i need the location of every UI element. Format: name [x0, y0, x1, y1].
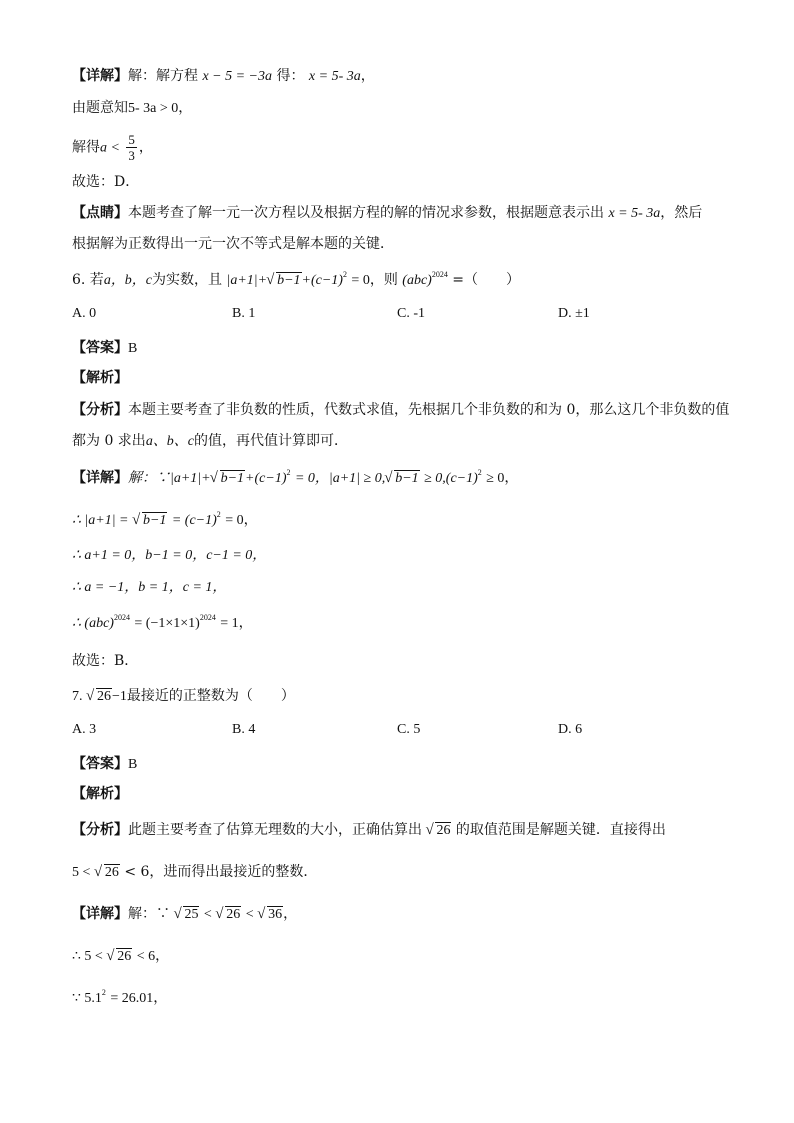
answer-choice-line: 故选：D． [72, 174, 140, 190]
option-b: B. 4 [232, 722, 256, 737]
answer-value: B [128, 341, 138, 356]
fenxi-line-2 [72, 431, 732, 452]
exponent: 2 [101, 988, 106, 997]
math: = 0，则 [351, 273, 398, 288]
math: ∴ (abc) [72, 616, 114, 631]
radicand: 36 [268, 907, 283, 922]
sqrt [133, 511, 167, 531]
detail-7-line-3 [72, 988, 732, 1009]
radicand: b−1 [277, 273, 301, 288]
analysis-tag: 【解析】 [72, 786, 128, 802]
text: 解：∵ [128, 906, 170, 922]
text: ，然后 [660, 205, 703, 221]
sqrt [267, 271, 301, 291]
option-c: C. -1 [397, 306, 425, 321]
answer-line [72, 754, 732, 775]
detail-6-line-4: ∴ a = −1，b = 1，c = 1， [72, 580, 227, 595]
sqrt [385, 469, 419, 489]
answer-value: B [128, 757, 138, 772]
radicand: 26 [117, 949, 132, 964]
exponent: 2024 [113, 613, 130, 622]
radicand: b−1 [220, 471, 245, 486]
fraction [126, 132, 137, 163]
radicand: 26 [104, 865, 119, 880]
sqrt [211, 469, 245, 489]
question-6 [72, 270, 732, 291]
question-7 [72, 686, 732, 707]
math: −1 [111, 689, 127, 704]
radicand: 26 [226, 907, 241, 922]
exponent: 2024 [431, 270, 448, 279]
solution: x = 5- 3a [308, 69, 361, 84]
math: < [245, 907, 254, 922]
math: = 1， [220, 616, 253, 631]
math: < [203, 907, 212, 922]
exponent: 2 [216, 510, 221, 519]
text: 都为 0 求出 [72, 433, 146, 449]
text: 为实数，且 [152, 272, 223, 288]
text: ， [138, 139, 153, 156]
math: +(c−1) [301, 273, 343, 288]
fenxi-tag: 【分析】 [72, 822, 128, 838]
text: 解：解方程 [128, 68, 198, 84]
exponent: 2024 [199, 613, 216, 622]
math: = (−1×1×1) [134, 616, 200, 631]
analysis-tag: 【解析】 [72, 370, 128, 386]
inequality: 5- 3a > 0 [128, 101, 179, 116]
math: ， [283, 907, 298, 922]
math: ∴ |a+1| = [72, 513, 129, 528]
comment-line-1 [72, 203, 732, 224]
detail-tag: 【详解】 [72, 470, 128, 486]
math: = 26.01， [110, 991, 168, 1006]
question-number: 7. [72, 689, 83, 704]
math: +(c−1) [245, 471, 287, 486]
answer-tag: 【答案】 [72, 340, 128, 356]
text: 此题主要考查了估算无理数的大小，正确估算出 [128, 822, 422, 838]
math: 解：∵|a+1|+ [128, 471, 211, 486]
text: 解得 [72, 139, 100, 156]
text: 最接近的正整数为（ ） [126, 688, 295, 704]
text: 得： [276, 68, 305, 84]
option-a: A. 0 [72, 306, 97, 321]
text: 本题考查了解一元一次方程以及根据方程的解的情况求参数，根据题意表示出 [128, 205, 604, 221]
text: 本题主要考查了非负数的性质，代数式求值，先根据几个非负数的和为 0，那么这几个非负数的值 [128, 402, 730, 418]
text: ， [360, 68, 375, 84]
text: 的取值范围是解题关键．直接得出 [455, 822, 666, 838]
sqrt [258, 905, 283, 925]
denominator: 3 [128, 148, 135, 163]
text: =（ ） [452, 272, 521, 288]
radicand: b−1 [395, 471, 419, 486]
text: 的值，再代值计算即可． [194, 433, 349, 449]
option-b: B. 1 [232, 306, 256, 321]
fenxi-7-line-2 [72, 862, 732, 883]
math: 5 < [72, 865, 91, 880]
text: ， [178, 100, 193, 116]
comment-tag: 【点睛】 [72, 205, 128, 221]
sqrt [95, 863, 120, 883]
math: = (c−1) [171, 513, 217, 528]
math: ∴ 5 < [72, 949, 103, 964]
answer-choice-line: 故选：B． [72, 653, 139, 669]
fenxi-line-1 [72, 400, 732, 420]
sqrt [107, 947, 132, 967]
detail-6-line-2 [72, 510, 732, 531]
detail-tag: 【详解】 [72, 906, 128, 922]
variables: a、b、c [145, 434, 195, 449]
answer-tag: 【答案】 [72, 756, 128, 772]
exponent: 2 [342, 270, 347, 279]
numerator: 5 [128, 132, 135, 147]
sqrt [87, 687, 112, 707]
sqrt [426, 821, 451, 841]
detail-line-3 [72, 132, 732, 166]
fenxi-tag: 【分析】 [72, 402, 128, 418]
exponent: 2 [477, 468, 482, 477]
radicand: 26 [96, 689, 111, 704]
sqrt [216, 905, 241, 925]
text: < 6，进而得出最接近的整数． [124, 864, 318, 880]
detail-tag: 【详解】 [72, 68, 128, 84]
detail-6-line-1 [72, 468, 732, 489]
radicand: b−1 [142, 513, 167, 528]
fenxi-7-line-1 [72, 820, 732, 841]
option-c: C. 5 [397, 722, 421, 737]
detail-6-line-5 [72, 613, 732, 634]
question-number: 6. 若 [72, 272, 104, 288]
inequality-lhs: a < [100, 140, 120, 156]
comment-line-2: 根据解为正数得出一元一次不等式是解本题的关键． [72, 236, 394, 252]
detail-7-line-1 [72, 904, 732, 925]
exponent: 2 [286, 468, 291, 477]
math: < 6， [136, 949, 170, 964]
math: |a+1|+ [226, 273, 268, 288]
math: ≥ 0， [486, 471, 519, 486]
text: 由题意知 [72, 100, 128, 116]
option-a: A. 3 [72, 722, 97, 737]
radicand: 25 [184, 907, 199, 922]
math: ≥ 0,(c−1) [424, 471, 478, 486]
question-6-options [72, 306, 732, 326]
math: ∵ 5.1 [72, 991, 102, 1006]
detail-line-2 [72, 98, 732, 119]
sqrt [174, 905, 199, 925]
equation: x − 5 = −3a [202, 69, 273, 84]
math: = 0，|a+1| ≥ 0, [294, 471, 386, 486]
solution: x = 5- 3a [608, 206, 661, 221]
variables: a，b，c [103, 273, 153, 288]
math: (abc) [402, 273, 432, 288]
answer-line [72, 338, 732, 359]
math: = 0， [225, 513, 258, 528]
option-d: D. ±1 [558, 306, 590, 321]
option-d: D. 6 [558, 722, 583, 737]
question-7-options [72, 722, 732, 742]
radicand: 26 [436, 823, 451, 838]
detail-6-line-3: ∴ a+1 = 0，b−1 = 0，c−1 = 0， [72, 548, 267, 563]
detail-7-line-2 [72, 946, 732, 967]
detail-line-1 [72, 66, 732, 87]
